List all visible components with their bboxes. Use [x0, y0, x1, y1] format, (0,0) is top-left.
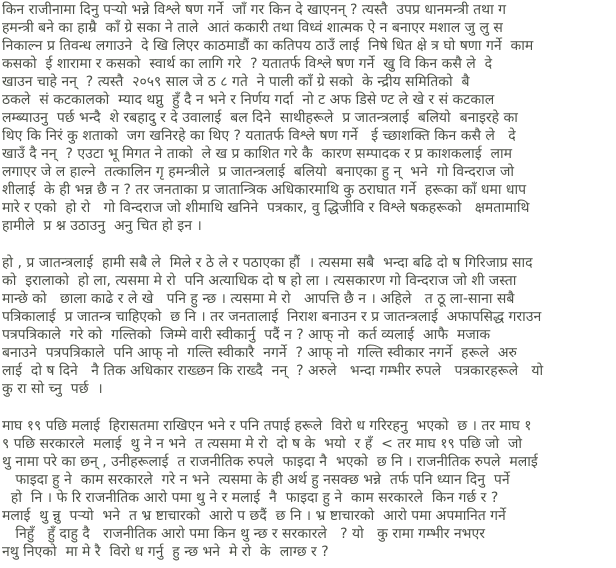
text-line: शीलाई के ही भन्न छै न ? तर जनताका प्र जातान्त्रिक अधिकारमाथि कु ठराघात गर्ने हरूका काँ धमा धाप [2, 182, 527, 198]
text-line: कु रा सो च्नु पर्छ । [2, 381, 103, 397]
text-line: कसको ई शारामा र कसको स्वार्थ का लागि गरे ? यतातर्फ विश्ले षण गर्ने खु वि किन कसै ले दे [2, 56, 493, 72]
text-line: थिए कि निरं कु शताको जग खनिरहे का थिए ? यतातर्फ विश्ले षण गर्ने ई च्छाशक्ति किन कसै ले दे [2, 128, 516, 144]
paragraph-3 [2, 417, 614, 561]
text-line: लगाएर जे ल हाल्ने तत्कालिन गृ हमन्त्रीले प्र जातन्त्रलाई बलियो बनाएका हु न् भने गो विन्दराज जो [2, 164, 515, 180]
text-line: लाई दो ष दिने नै तिक अधिकार राख्छन कि राख्दै नन् ? अरुले भन्दा गम्भीर रुपले पत्रकारहरूले यो [2, 363, 544, 379]
text-line: बनाउने पत्रपत्रिकाले पनि आफ् नो गल्ति स्वीकारै नगर्ने ? आफ् नो गल्ति स्वीकार नगर्ने हरूले अरु [2, 345, 517, 361]
text-line: हामीले प्र श्न उठाउनु अनु चित हो इन । [2, 218, 202, 234]
text-line: निकाल्न प्र तिवन्ध लगाउने दे खि लिएर काठमाडौं का कतिपय ठाउँ लाई निषे धित क्षे त्र घो षणा गर्ने काम [2, 38, 534, 54]
text-line: थु नामा परे का छन् , उनीहरूलाई त राजनीतिक रुपले फाइदा नै भएको छ नि । राजनीतिक रुपले मलाई [2, 454, 538, 470]
paragraph-1 [2, 1, 614, 235]
text-line: को इरालाको हो ला, त्यसमा मे रो पनि अत्याधिक दो ष हो ला । त्यसकारण गो विन्दराज जो शी जस्ता [2, 273, 517, 289]
text-line: माघ १९ पछि मलाई हिरासतमा राखिएन भने र पनि तपाई हरूले विरो ध गरिरहनु भएको छ । तर माघ १ [2, 418, 532, 434]
text-line: निहुँ हुँ दाहु दै राजनीतिक आरो पमा किन थु न्छ र सरकारले ? यो कु रामा गम्भीर नभएर [2, 526, 485, 542]
text-line: पत्रपत्रिकाले गरे को गल्तिको जिम्मे वारी स्वीकार्नु पदैं न ? आफ् नो कर्त व्यलाई आफै मजाक [2, 327, 491, 343]
text-line: ठकले सं कटकालको म्याद थप्नु हुँ दै न भने र निर्णय गर्दा नो ट अफ डिसे ण्ट ले खे र सं कटकाल [2, 92, 495, 108]
text-line: हमन्त्री बने का हाम्रै काँ ग्रे सका ने ताले आतं ककारी तथा विध्वं शात्मक ऐ न बनाएर मशाल जु लु स [2, 20, 503, 36]
text-line: फाइदा हु ने काम सरकारले गरे न भने त्यसमा के ही अर्थ हु नसक्छ भन्ने तर्फ पनि ध्यान दिनु पर्ने [2, 472, 510, 488]
text-line: लम्ब्याउनु पर्छ भन्दै शे रबहादु र दे उवालाई बल दिने साथीहरूले प्र जातन्त्रलाई बलियो बनाइरहे का [2, 110, 518, 126]
text-line: मान्छे को छाला काढे र ले खे पनि हु न्छ । त्यसमा मे रो आपत्ति छै न । अहिले त ठू ला-साना सबै [2, 291, 515, 307]
text-line: हो , प्र जातन्त्रलाई हामी सबै ले मिले र ठे ले र पठाएका हौं । त्यसमा सबै भन्दा बढि दो ष गिरिजाप्र साद [2, 255, 533, 271]
text-line: ९ पछि सरकारले मलाई थु ने न भने त त्यसमा मे रो दो ष के भयो र हँ < तर माघ १९ पछि जो जो [2, 436, 523, 452]
text-line: खाउँ दै नन् ? एउटा भू मिगत ने ताको ले ख प्र काशित गरे कै कारण सम्पादक र प्र काशकलाई लाम [2, 146, 513, 162]
text-line: हो नि । फे रि राजनीतिक आरो पमा थु ने र मलाई नै फाइदा हु ने काम सरकारले किन गर्छ र ? [2, 490, 499, 506]
text-line: खाउन चाहे नन् ? त्यस्तै २०५९ साल जे ठ ८ गते ने पाली काँ ग्रे सको के न्द्रीय समितिको बै [2, 74, 470, 90]
text-line: नथु निएको मा मे रै विरो ध गर्नु हु न्छ भने मे रो के लाग्छ र ? [2, 544, 329, 560]
text-line: किन राजीनामा दिनु पऱ्यो भन्ने विश्ले षण गर्ने जाँ गर किन दे खाएनन् ? त्यस्तै उपप्र धानमन्त्री तथा ग [2, 2, 507, 18]
text-line: मारे र एको हो रो गो विन्दराज जो शीमाथि खनिने पत्रकार, वु द्धिजीवि र विश्ले षकहरूको क्षमतामाथि [2, 200, 530, 216]
paragraph-2 [2, 254, 614, 398]
text-line: मलाई थु न्नु पऱ्यो भने त भ्र ष्टाचारको आरो प छदैं छ नि । भ्र ष्टाचारको आरो पमा अपमानित गर्ने [2, 508, 506, 524]
text-line: पत्रिकालाई प्र जातन्त्र चाहिएको छ नि । तर जनतालाई निराश बनाउन र प्र जातन्त्रलाई अफापसिद्ध गराउन [2, 309, 542, 325]
